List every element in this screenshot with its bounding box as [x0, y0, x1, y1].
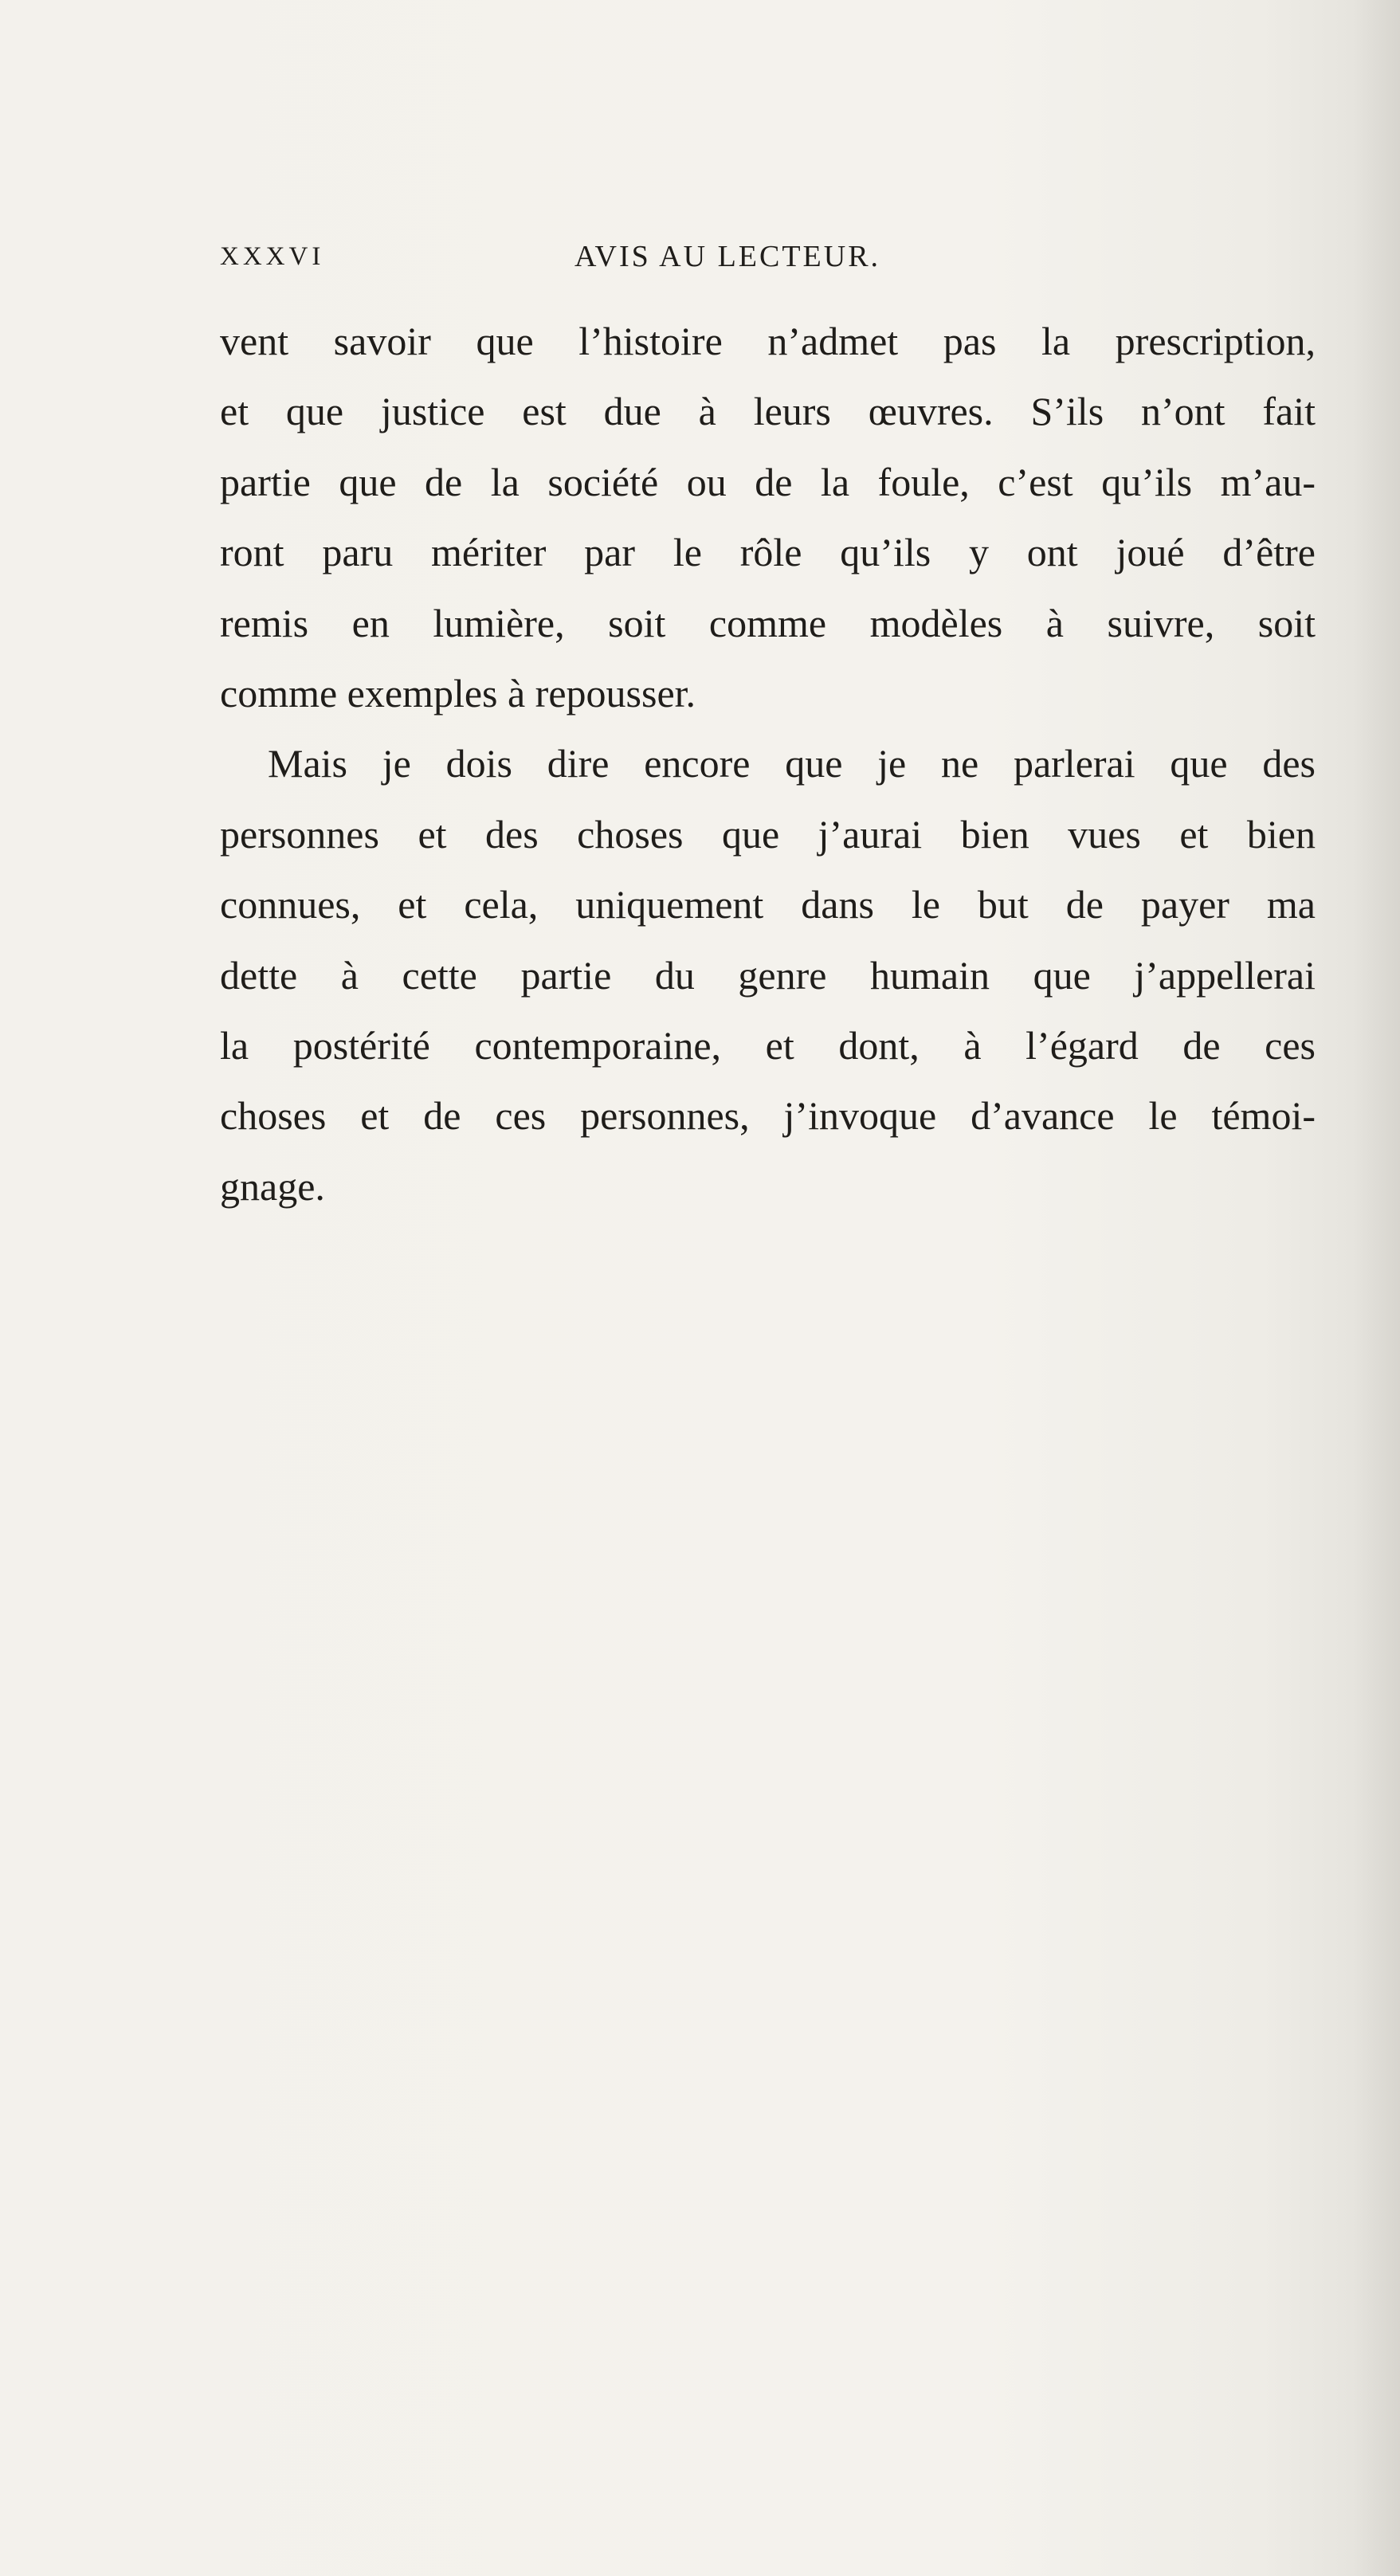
text-line: gnage.	[220, 1163, 325, 1209]
text-line: dette à cette partie du genre humain que j’appellerai	[220, 952, 1316, 998]
text-line: comme exemples à repousser.	[220, 670, 696, 716]
text-line: remis en lumière, soit comme modèles à suivre, soit	[220, 600, 1316, 645]
body-text	[220, 306, 1316, 1221]
running-header	[220, 233, 1316, 280]
text-line: connues, et cela, uniquement dans le but de payer ma	[220, 882, 1316, 927]
text-line: la postérité contemporaine, et dont, à l’égard de ces	[220, 1022, 1316, 1068]
text-line: vent savoir que l’histoire n’admet pas la prescription,	[220, 319, 1316, 363]
text-line: et que justice est due à leurs œuvres. S’ils n’ont fait	[220, 389, 1316, 434]
text-line: Mais je dois dire encore que je ne parlerai que des	[268, 741, 1316, 786]
page-edge-shadow	[1352, 0, 1400, 2576]
page-number: XXXVI	[220, 242, 325, 271]
text-line: ront paru mériter par le rôle qu’ils y ont joué d’être	[220, 530, 1316, 575]
text-line: partie que de la société ou de la foule, c’est qu’ils m’au-	[220, 459, 1316, 504]
text-line: choses et de ces personnes, j’invoque d’avance le témoi-	[220, 1093, 1316, 1139]
text-line: personnes et des choses que j’aurai bien vues et bien	[220, 811, 1316, 857]
running-title: AVIS AU LECTEUR.	[575, 240, 881, 273]
